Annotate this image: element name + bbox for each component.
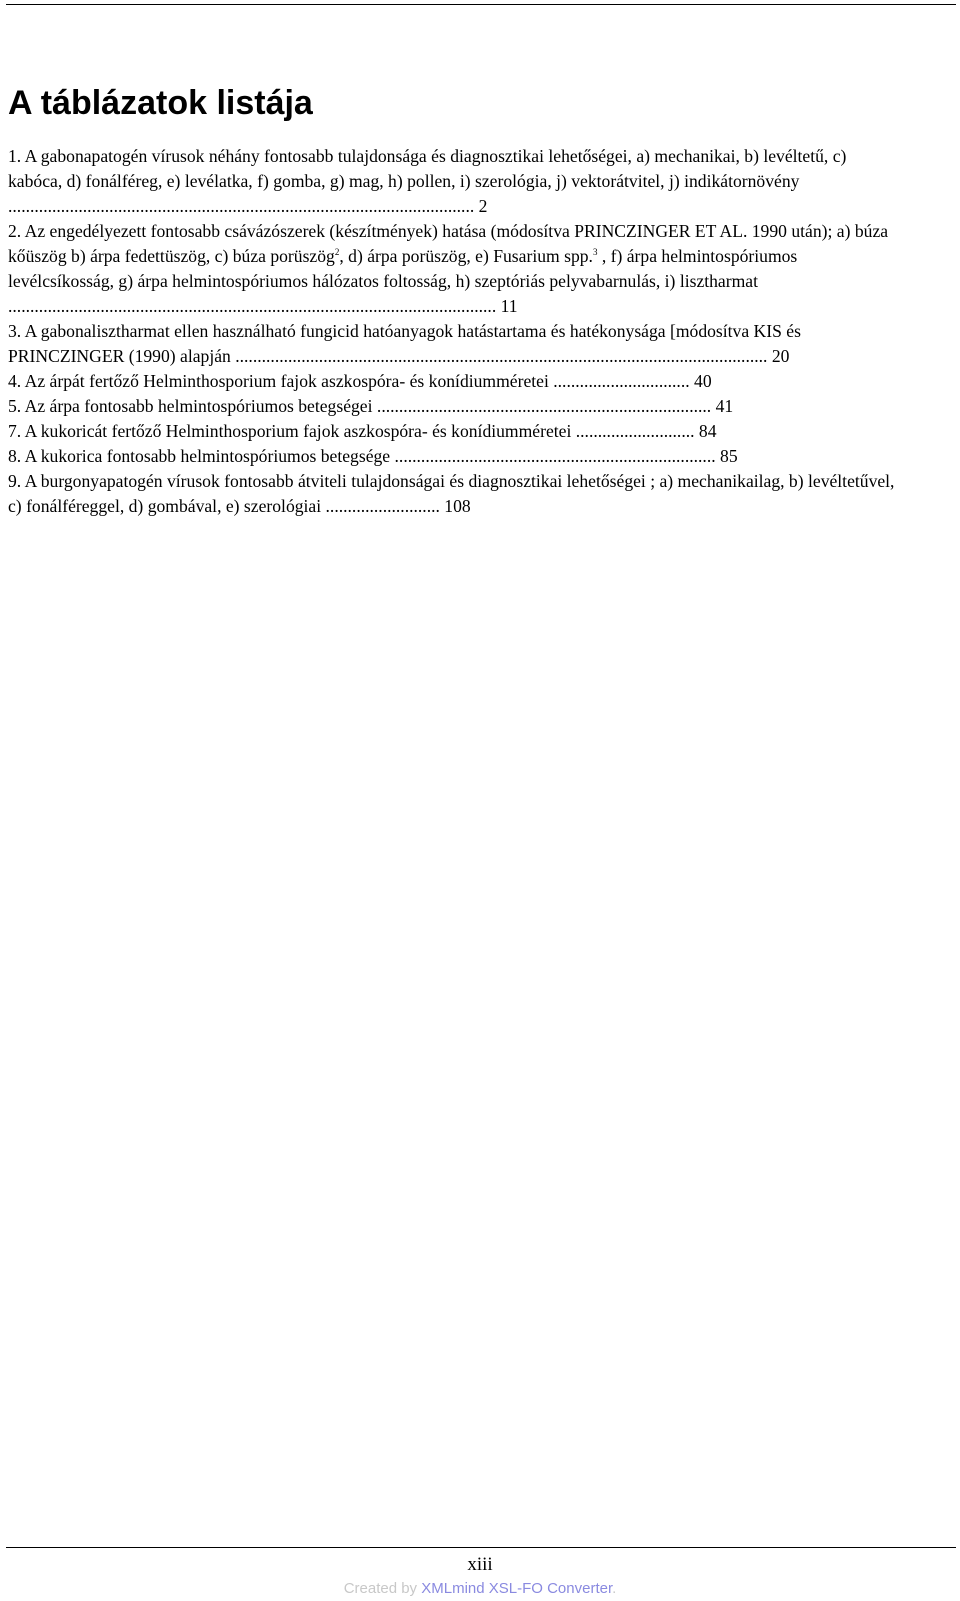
toc-entry-2[interactable]: [8, 219, 898, 319]
footnote-ref[interactable]: 3: [592, 247, 598, 258]
toc-entry-1[interactable]: [8, 144, 898, 219]
toc-entry-label: 1. A gabonapatogén vírusok néhány fontosabb tulajdonsága és diagnosztikai lehetőségei, a) mechanikai, b) levéltetű, c) kabóca, d) fonálféreg, e) levélatka, f) gomba, g) mag, h) pollen, i) szerológia, j) vektorátvitel, j) indikátornövény: [8, 146, 847, 191]
header-rule: [6, 4, 956, 5]
page-number: xiii: [467, 1554, 493, 1575]
toc-entry-label: 9. A burgonyapatogén vírusok fontosabb átviteli tulajdonságai és diagnosztikai lehetőségei ; a) mechanikailag, b) levéltetűvel, c) fonálféreggel, d) gombával, e) szerológiai: [8, 471, 895, 516]
toc-entry-leader: .........................................................................: [390, 446, 716, 466]
toc-entry-leader: .........................................................................................................................: [230, 346, 768, 366]
toc-entry-label: 2. Az engedélyezett fontosabb csávázószerek (készítmények) hatása (módosítva PRINCZINGER ET AL. 1990 után); a) búza kőüszög b) árpa fedettüszög, c) búza porüszög: [8, 221, 889, 266]
table-list: [8, 144, 898, 519]
toc-entry-5[interactable]: [8, 394, 898, 419]
toc-entry-page: 11: [500, 296, 518, 316]
converter-credit: [0, 1580, 960, 1598]
toc-entry-4[interactable]: [8, 369, 898, 394]
toc-entry-page: 2: [478, 196, 488, 216]
toc-entry-3[interactable]: [8, 319, 898, 369]
toc-entry-page: 84: [698, 421, 717, 441]
toc-entry-label-cont: , d) árpa porüszög, e) Fusarium spp.: [339, 246, 593, 266]
toc-entry-label: 5. Az árpa fontosabb helmintospóriumos betegségei: [8, 396, 373, 416]
credit-prefix: Created by: [343, 1580, 422, 1597]
credit-brand-link[interactable]: XMLmind XSL-FO Converter: [421, 1580, 613, 1597]
toc-entry-label: 3. A gabonalisztharmat ellen használható fungicid hatóanyagok hatástartama és hatékonysága [módosítva KIS és PRINCZINGER (1990) alapján: [8, 321, 801, 366]
toc-entry-leader: ............................................................................: [372, 396, 712, 416]
toc-entry-label-cont: , f) árpa helmintospóriumos levélcsíkosság, g) árpa helmintospóriumos hálózatos foltosság, h) szeptóriás pelyvabarnulás, i) lisztharmat: [8, 246, 798, 291]
toc-entry-label: 7. A kukoricát fertőző Helminthosporium fajok aszkospóra- és konídiumméretei: [8, 421, 572, 441]
toc-entry-page: 20: [771, 346, 790, 366]
footnote-ref[interactable]: 2: [334, 247, 340, 258]
footer-rule: [6, 1547, 956, 1548]
toc-entry-page: 85: [720, 446, 738, 466]
toc-entry-page: 108: [444, 496, 471, 516]
toc-entry-leader: ..........................................................................................................: [8, 196, 475, 216]
toc-entry-leader: ..........................: [321, 496, 440, 516]
toc-entry-page: 41: [715, 396, 734, 416]
toc-entry-page: 40: [694, 371, 712, 391]
page-title: A táblázatok listája: [8, 84, 313, 122]
toc-entry-label: 4. Az árpát fertőző Helminthosporium fajok aszkospóra- és konídiumméretei: [8, 371, 549, 391]
toc-entry-leader: ...............................: [548, 371, 690, 391]
toc-entry-leader: ...............................................................................................................: [8, 296, 497, 316]
toc-entry-8[interactable]: [8, 444, 898, 469]
toc-entry-7[interactable]: [8, 419, 898, 444]
toc-entry-label: 8. A kukorica fontosabb helmintospóriumos betegsége: [8, 446, 391, 466]
toc-entry-leader: ...........................: [571, 421, 695, 441]
toc-entry-9[interactable]: [8, 469, 898, 519]
credit-suffix: .: [612, 1580, 617, 1597]
